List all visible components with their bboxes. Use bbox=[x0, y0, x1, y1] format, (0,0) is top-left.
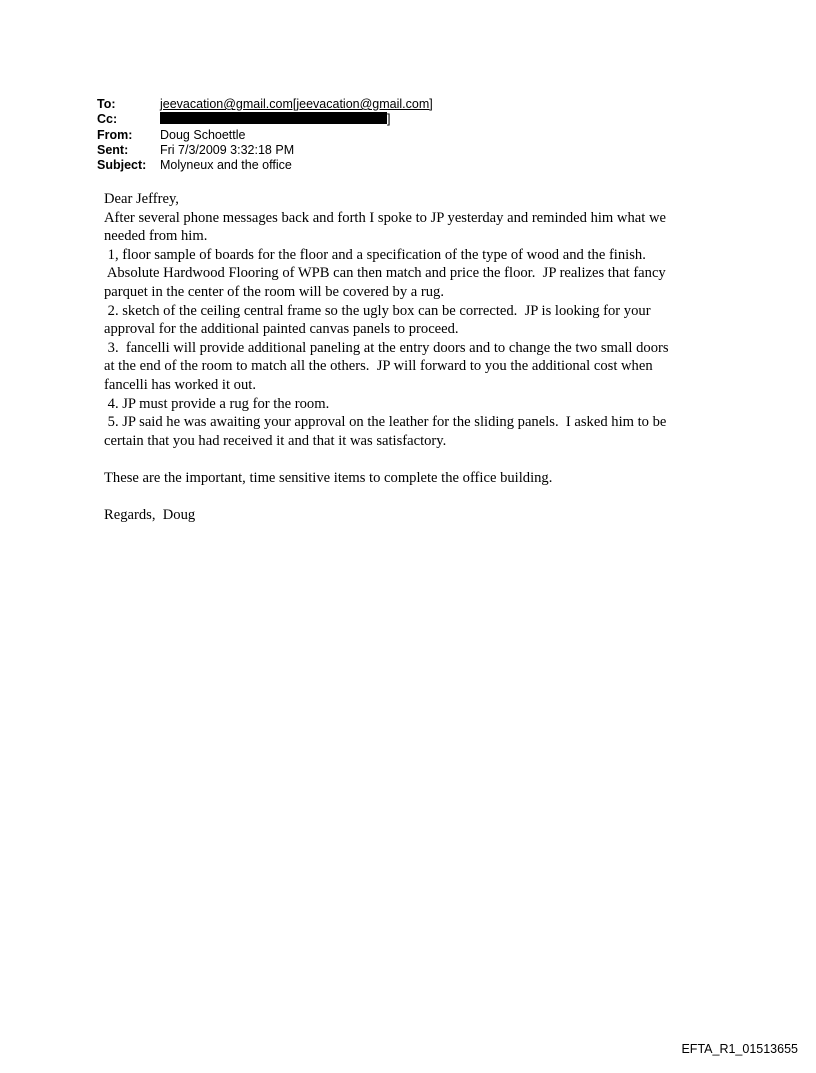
sent-value: Fri 7/3/2009 3:32:18 PM bbox=[160, 142, 295, 157]
body-line: 4. JP must provide a rug for the room. bbox=[104, 395, 330, 412]
email-body bbox=[104, 190, 729, 525]
body-line: certain that you had received it and that it was satisfactory. bbox=[104, 432, 447, 449]
from-value: Doug Schoettle bbox=[160, 127, 246, 142]
body-line: 5. JP said he was awaiting your approval on the leather for the sliding panels. I asked him to be bbox=[104, 414, 667, 431]
paragraph-gap bbox=[104, 488, 729, 507]
body-line: Absolute Hardwood Flooring of WPB can then match and price the floor. JP realizes that fancy bbox=[104, 265, 666, 282]
email-header bbox=[97, 97, 717, 173]
body-line: needed from him. bbox=[104, 228, 208, 245]
to-label: To: bbox=[97, 97, 116, 111]
paragraph-gap bbox=[104, 450, 729, 469]
cc-bracket: ] bbox=[387, 112, 391, 127]
cc-label: Cc: bbox=[97, 112, 118, 127]
closing-paragraph: These are the important, time sensitive items to complete the office building. bbox=[104, 469, 553, 486]
greeting: Dear Jeffrey, bbox=[104, 191, 179, 207]
sent-label: Sent: bbox=[97, 142, 129, 157]
subject-row bbox=[97, 158, 717, 173]
from-label: From: bbox=[97, 127, 133, 142]
body-line: 2. sketch of the ceiling central frame so the ugly box can be corrected. JP is looking for your bbox=[104, 302, 651, 319]
body-line: After several phone messages back and forth I spoke to JP yesterday and reminded him what we bbox=[104, 209, 666, 226]
body-line: fancelli has worked it out. bbox=[104, 376, 256, 393]
bates-number: EFTA_R1_01513655 bbox=[681, 1042, 798, 1056]
sent-row bbox=[97, 143, 717, 158]
subject-label: Subject: bbox=[97, 158, 147, 173]
to-value: jeevacation@gmail.com[jeevacation@gmail.com] bbox=[160, 97, 433, 111]
subject-value: Molyneux and the office bbox=[160, 158, 292, 173]
from-row bbox=[97, 128, 717, 143]
signoff: Regards, Doug bbox=[104, 507, 196, 524]
body-line: 3. fancelli will provide additional paneling at the entry doors and to change the two small doors bbox=[104, 339, 669, 356]
to-row bbox=[97, 97, 717, 112]
cc-row bbox=[97, 112, 717, 127]
cc-value bbox=[160, 112, 717, 127]
body-line: 1, floor sample of boards for the floor and a specification of the type of wood and the finish. bbox=[104, 246, 646, 263]
body-line: approval for the additional painted canvas panels to proceed. bbox=[104, 321, 459, 338]
body-line: parquet in the center of the room will be covered by a rug. bbox=[104, 283, 444, 300]
redaction-bar bbox=[160, 112, 387, 124]
body-line: at the end of the room to match all the others. JP will forward to you the additional cost when bbox=[104, 358, 653, 375]
